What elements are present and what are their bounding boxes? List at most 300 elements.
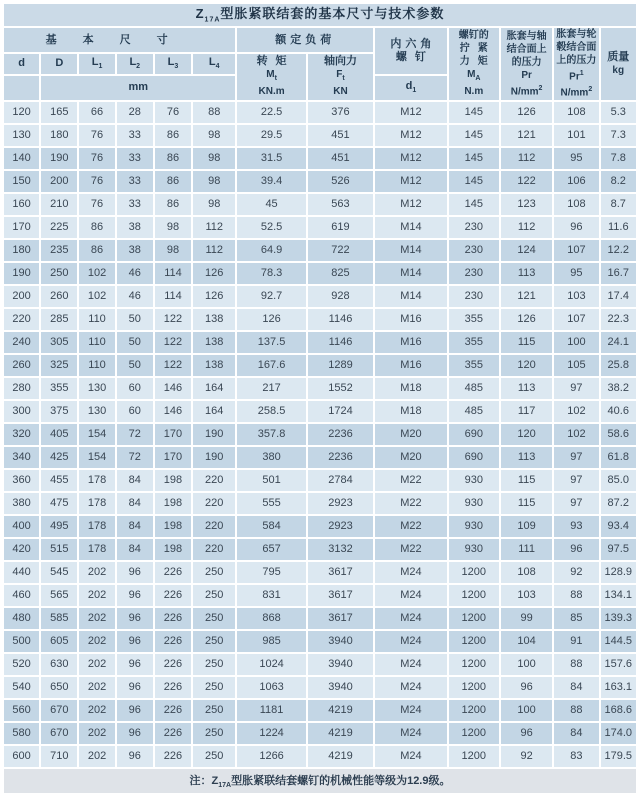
table-cell: 220 xyxy=(192,492,236,515)
table-cell: 1289 xyxy=(307,354,374,377)
table-cell: 137.5 xyxy=(236,331,306,354)
pr1-line2: 毂结合面 xyxy=(556,42,597,53)
table-cell: 128.9 xyxy=(600,561,637,584)
table-cell: 178 xyxy=(78,492,115,515)
col-header-d: d xyxy=(3,53,40,75)
table-cell: 154 xyxy=(78,446,115,469)
table-cell: 1063 xyxy=(236,676,306,699)
table-cell: M18 xyxy=(374,400,447,423)
table-cell: 7.8 xyxy=(600,147,637,170)
table-cell: 96 xyxy=(116,745,154,768)
table-cell: 226 xyxy=(154,699,192,722)
table-cell: 1200 xyxy=(448,676,500,699)
torque-label: 转矩 xyxy=(256,55,295,68)
table-cell: M14 xyxy=(374,262,447,285)
table-cell: 84 xyxy=(116,515,154,538)
table-cell: 355 xyxy=(40,377,78,400)
table-row xyxy=(3,561,637,584)
col-header-L1: $L_1$ xyxy=(78,53,115,75)
table-cell: 46 xyxy=(116,262,154,285)
table-cell: 560 xyxy=(3,699,40,722)
table-cell: M12 xyxy=(374,124,447,147)
table-cell: 202 xyxy=(78,561,115,584)
table-row xyxy=(3,607,637,630)
table-cell: 545 xyxy=(40,561,78,584)
table-cell: 3617 xyxy=(307,607,374,630)
table-cell: 22.3 xyxy=(600,308,637,331)
table-cell: 157.6 xyxy=(600,653,637,676)
table-cell: 200 xyxy=(3,285,40,308)
table-cell: 202 xyxy=(78,607,115,630)
pr-line2: 结合面上 xyxy=(506,43,547,55)
table-cell: M12 xyxy=(374,147,447,170)
table-cell: M12 xyxy=(374,193,447,216)
table-cell: 84 xyxy=(553,676,599,699)
table-cell: 1724 xyxy=(307,400,374,423)
table-cell: 250 xyxy=(192,745,236,768)
pr-line1: 胀套与轴 xyxy=(506,30,547,42)
table-cell: 120 xyxy=(500,354,553,377)
table-cell: 202 xyxy=(78,676,115,699)
table-cell: 202 xyxy=(78,653,115,676)
table-cell: 657 xyxy=(236,538,306,561)
col-header-torque xyxy=(236,53,306,101)
table-cell: 305 xyxy=(40,331,78,354)
table-cell: 103 xyxy=(553,285,599,308)
table-cell: M14 xyxy=(374,285,447,308)
table-cell: 50 xyxy=(116,331,154,354)
table-cell: 115 xyxy=(500,469,553,492)
table-cell: 124 xyxy=(500,239,553,262)
mass-label: 质量 xyxy=(607,50,630,63)
table-cell: 3617 xyxy=(307,584,374,607)
table-cell: 460 xyxy=(3,584,40,607)
table-cell: 104 xyxy=(500,630,553,653)
table-footer xyxy=(3,768,637,794)
table-cell: 146 xyxy=(154,400,192,423)
table-cell: 526 xyxy=(307,170,374,193)
table-cell: 16.7 xyxy=(600,262,637,285)
mass-unit: kg xyxy=(612,64,625,76)
table-cell: 451 xyxy=(307,147,374,170)
title-row xyxy=(3,3,637,27)
table-cell: 102 xyxy=(553,400,599,423)
table-cell: 190 xyxy=(40,147,78,170)
table-cell: 107 xyxy=(553,308,599,331)
table-cell: M22 xyxy=(374,538,447,561)
table-cell: 226 xyxy=(154,630,192,653)
table-cell: 4219 xyxy=(307,745,374,768)
table-cell: 31.5 xyxy=(236,147,306,170)
table-cell: 115 xyxy=(500,492,553,515)
table-cell: 84 xyxy=(116,538,154,561)
table-cell: 105 xyxy=(553,354,599,377)
table-cell: 61.8 xyxy=(600,446,637,469)
table-cell: 40.6 xyxy=(600,400,637,423)
table-cell: 145 xyxy=(448,193,500,216)
empty-cell-under-d xyxy=(3,75,40,101)
table-cell: 220 xyxy=(192,469,236,492)
table-cell: 96 xyxy=(500,676,553,699)
table-cell: 1200 xyxy=(448,745,500,768)
table-cell: 122 xyxy=(500,170,553,193)
table-cell: 86 xyxy=(78,216,115,239)
table-row xyxy=(3,722,637,745)
table-cell: 91 xyxy=(553,630,599,653)
table-cell: 220 xyxy=(192,515,236,538)
table-cell: M24 xyxy=(374,630,447,653)
table-cell: 110 xyxy=(78,354,115,377)
table-cell: 100 xyxy=(553,331,599,354)
table-cell: 38.2 xyxy=(600,377,637,400)
table-row xyxy=(3,354,637,377)
table-cell: 98 xyxy=(192,124,236,147)
axial-unit: KN xyxy=(333,86,348,98)
table-cell: 50 xyxy=(116,354,154,377)
col-header-shaft-pressure xyxy=(500,27,553,101)
table-cell: M16 xyxy=(374,331,447,354)
table-cell: 555 xyxy=(236,492,306,515)
table-cell: 108 xyxy=(500,561,553,584)
table-cell: 96 xyxy=(116,676,154,699)
table-cell: 33 xyxy=(116,147,154,170)
note-rest: 型胀紧联结套螺钉的机械性能等级为12.9级。 xyxy=(231,775,451,788)
col-header-d1: $d_1$ xyxy=(374,75,447,101)
table-cell: 112 xyxy=(192,239,236,262)
table-cell: 163.1 xyxy=(600,676,637,699)
table-cell: 103 xyxy=(500,584,553,607)
spec-table xyxy=(2,2,638,795)
col-header-L4: $L_4$ xyxy=(192,53,236,75)
table-cell: 76 xyxy=(78,193,115,216)
table-cell: 93.4 xyxy=(600,515,637,538)
table-cell: 107 xyxy=(553,239,599,262)
col-header-L3: $L_3$ xyxy=(154,53,192,75)
table-cell: M24 xyxy=(374,561,447,584)
table-cell: 480 xyxy=(3,607,40,630)
table-cell: M24 xyxy=(374,699,447,722)
torque-symbol: $M_t$ xyxy=(266,69,277,83)
table-cell: M24 xyxy=(374,722,447,745)
table-cell: 113 xyxy=(500,262,553,285)
table-cell: 126 xyxy=(236,308,306,331)
table-cell: 540 xyxy=(3,676,40,699)
footnote xyxy=(3,768,637,794)
table-cell: 250 xyxy=(192,607,236,630)
table-cell: 95 xyxy=(553,262,599,285)
table-cell: 3617 xyxy=(307,561,374,584)
table-cell: 117 xyxy=(500,400,553,423)
table-cell: 174.0 xyxy=(600,722,637,745)
table-cell: 24.1 xyxy=(600,331,637,354)
table-cell: 88 xyxy=(553,584,599,607)
table-cell: 202 xyxy=(78,722,115,745)
table-cell: 7.3 xyxy=(600,124,637,147)
table-cell: 50 xyxy=(116,308,154,331)
table-cell: 420 xyxy=(3,538,40,561)
table-cell: 126 xyxy=(500,308,553,331)
col-header-hub-pressure xyxy=(553,27,599,101)
table-cell: 76 xyxy=(78,147,115,170)
table-cell: 85 xyxy=(553,607,599,630)
table-cell: 108 xyxy=(553,101,599,124)
table-cell: 198 xyxy=(154,515,192,538)
pr-unit: $N/mm^2$ xyxy=(510,84,543,97)
table-cell: 455 xyxy=(40,469,78,492)
table-cell: M20 xyxy=(374,423,447,446)
table-cell: 76 xyxy=(78,124,115,147)
page-title xyxy=(3,3,637,27)
table-cell: 190 xyxy=(192,446,236,469)
table-cell: 325 xyxy=(40,354,78,377)
table-cell: 110 xyxy=(78,308,115,331)
torque-unit: KN.m xyxy=(258,86,285,98)
table-cell: 619 xyxy=(307,216,374,239)
table-row xyxy=(3,469,637,492)
table-cell: 501 xyxy=(236,469,306,492)
table-cell: 485 xyxy=(448,400,500,423)
table-cell: M16 xyxy=(374,308,447,331)
axial-symbol: $F_t$ xyxy=(336,69,345,83)
col-header-axial-force xyxy=(307,53,374,101)
table-cell: 165 xyxy=(40,101,78,124)
table-cell: 167.6 xyxy=(236,354,306,377)
table-row xyxy=(3,101,637,124)
table-cell: 22.5 xyxy=(236,101,306,124)
table-cell: 200 xyxy=(40,170,78,193)
table-row xyxy=(3,262,637,285)
col-header-L2: $L_2$ xyxy=(116,53,154,75)
table-cell: 250 xyxy=(192,676,236,699)
table-cell: 87.2 xyxy=(600,492,637,515)
table-cell: 164 xyxy=(192,377,236,400)
table-cell: 101 xyxy=(553,124,599,147)
col-group-hex-screw xyxy=(374,27,447,75)
table-cell: 96 xyxy=(500,722,553,745)
table-cell: 138 xyxy=(192,331,236,354)
table-cell: 123 xyxy=(500,193,553,216)
table-cell: 690 xyxy=(448,446,500,469)
table-cell: 170 xyxy=(3,216,40,239)
table-cell: 520 xyxy=(3,653,40,676)
table-cell: 33 xyxy=(116,170,154,193)
unit-mm-cell: mm xyxy=(40,75,236,101)
table-cell: 250 xyxy=(192,699,236,722)
table-cell: 225 xyxy=(40,216,78,239)
pr1-line3: 上的压力 xyxy=(556,55,597,66)
table-cell: 92.7 xyxy=(236,285,306,308)
table-cell: M18 xyxy=(374,377,447,400)
table-row xyxy=(3,538,637,561)
table-cell: 260 xyxy=(3,354,40,377)
table-cell: 930 xyxy=(448,515,500,538)
table-cell: 1146 xyxy=(307,308,374,331)
table-cell: 168.6 xyxy=(600,699,637,722)
table-cell: 28 xyxy=(116,101,154,124)
table-row xyxy=(3,193,637,216)
table-cell: 33 xyxy=(116,193,154,216)
table-cell: 198 xyxy=(154,469,192,492)
table-cell: 144.5 xyxy=(600,630,637,653)
table-cell: 122 xyxy=(154,354,192,377)
note-prefix: 注：Z xyxy=(189,775,219,788)
table-cell: 230 xyxy=(448,216,500,239)
table-row xyxy=(3,239,637,262)
table-cell: 111 xyxy=(500,538,553,561)
table-cell: 84 xyxy=(116,492,154,515)
table-cell: 565 xyxy=(40,584,78,607)
table-cell: 226 xyxy=(154,676,192,699)
table-cell: 88 xyxy=(192,101,236,124)
table-cell: 145 xyxy=(448,147,500,170)
table-cell: 1200 xyxy=(448,722,500,745)
table-cell: 96 xyxy=(116,653,154,676)
table-cell: 425 xyxy=(40,446,78,469)
table-cell: 86 xyxy=(154,193,192,216)
col-group-rated-load: 额定负荷 xyxy=(236,27,374,53)
table-cell: 160 xyxy=(3,193,40,216)
table-cell: 72 xyxy=(116,446,154,469)
table-cell: 250 xyxy=(40,262,78,285)
table-cell: 72 xyxy=(116,423,154,446)
table-cell: 226 xyxy=(154,584,192,607)
table-cell: 39.4 xyxy=(236,170,306,193)
table-cell: 226 xyxy=(154,722,192,745)
table-cell: 84 xyxy=(553,722,599,745)
table-cell: 97 xyxy=(553,492,599,515)
table-cell: 1200 xyxy=(448,607,500,630)
table-cell: 38 xyxy=(116,239,154,262)
spec-sheet xyxy=(0,2,640,790)
table-cell: 97 xyxy=(553,469,599,492)
table-cell: 96 xyxy=(116,630,154,653)
table-cell: 355 xyxy=(448,354,500,377)
table-cell: 825 xyxy=(307,262,374,285)
table-cell: 154 xyxy=(78,423,115,446)
table-row xyxy=(3,308,637,331)
ma-line2: 拧紧 xyxy=(459,43,496,55)
table-cell: 170 xyxy=(154,423,192,446)
table-header xyxy=(3,3,637,101)
table-row xyxy=(3,423,637,446)
table-cell: 722 xyxy=(307,239,374,262)
table-cell: 92 xyxy=(500,745,553,768)
table-cell: 150 xyxy=(3,170,40,193)
table-cell: 138 xyxy=(192,354,236,377)
table-cell: 495 xyxy=(40,515,78,538)
ma-line3: 力矩 xyxy=(459,56,496,68)
col-header-tightening-torque xyxy=(448,27,500,101)
table-cell: 202 xyxy=(78,630,115,653)
table-cell: 1552 xyxy=(307,377,374,400)
table-cell: 795 xyxy=(236,561,306,584)
table-cell: 690 xyxy=(448,423,500,446)
table-cell: 226 xyxy=(154,607,192,630)
table-cell: 78.3 xyxy=(236,262,306,285)
table-cell: 33 xyxy=(116,124,154,147)
axial-label: 轴向力 xyxy=(323,55,357,68)
table-cell: 226 xyxy=(154,653,192,676)
table-cell: 8.2 xyxy=(600,170,637,193)
table-cell: 475 xyxy=(40,492,78,515)
table-cell: 46 xyxy=(116,285,154,308)
table-cell: 258.5 xyxy=(236,400,306,423)
table-cell: 96 xyxy=(116,607,154,630)
table-cell: 96 xyxy=(116,561,154,584)
table-cell: 96 xyxy=(116,722,154,745)
table-cell: 710 xyxy=(40,745,78,768)
table-cell: 930 xyxy=(448,538,500,561)
table-cell: 300 xyxy=(3,400,40,423)
table-cell: 93 xyxy=(553,515,599,538)
table-cell: 113 xyxy=(500,377,553,400)
table-cell: 380 xyxy=(3,492,40,515)
pr-line3: 的压力 xyxy=(511,56,542,68)
table-cell: 112 xyxy=(192,216,236,239)
table-cell: 1146 xyxy=(307,331,374,354)
table-cell: 670 xyxy=(40,699,78,722)
table-cell: 380 xyxy=(236,446,306,469)
table-cell: 122 xyxy=(154,331,192,354)
table-cell: 340 xyxy=(3,446,40,469)
table-cell: 930 xyxy=(448,492,500,515)
table-cell: 130 xyxy=(78,400,115,423)
table-cell: 66 xyxy=(78,101,115,124)
table-cell: M20 xyxy=(374,446,447,469)
ma-unit: N.m xyxy=(464,86,484,98)
table-cell: 12.2 xyxy=(600,239,637,262)
table-cell: 3940 xyxy=(307,676,374,699)
table-cell: 2236 xyxy=(307,423,374,446)
header-row-groups xyxy=(3,27,637,53)
pr1-unit: $N/mm^2$ xyxy=(560,86,593,99)
table-cell: 120 xyxy=(500,423,553,446)
table-cell: 121 xyxy=(500,124,553,147)
table-cell: 198 xyxy=(154,538,192,561)
table-cell: 1266 xyxy=(236,745,306,768)
table-cell: 102 xyxy=(78,262,115,285)
table-cell: 98 xyxy=(154,239,192,262)
table-cell: 226 xyxy=(154,561,192,584)
table-cell: 108 xyxy=(553,193,599,216)
table-cell: 100 xyxy=(500,653,553,676)
title-prefix: Z xyxy=(195,5,205,21)
table-cell: 563 xyxy=(307,193,374,216)
table-cell: 64.9 xyxy=(236,239,306,262)
table-row xyxy=(3,515,637,538)
table-cell: 485 xyxy=(448,377,500,400)
table-row xyxy=(3,216,637,239)
table-cell: 4219 xyxy=(307,699,374,722)
note-row xyxy=(3,768,637,794)
table-cell: 98 xyxy=(154,216,192,239)
table-cell: 140 xyxy=(3,147,40,170)
table-cell: 3940 xyxy=(307,630,374,653)
table-cell: 584 xyxy=(236,515,306,538)
table-cell: 360 xyxy=(3,469,40,492)
table-cell: 25.8 xyxy=(600,354,637,377)
table-row xyxy=(3,699,637,722)
table-cell: 86 xyxy=(154,124,192,147)
table-row xyxy=(3,745,637,768)
table-cell: 178 xyxy=(78,515,115,538)
table-cell: 2236 xyxy=(307,446,374,469)
table-cell: M12 xyxy=(374,170,447,193)
table-cell: 515 xyxy=(40,538,78,561)
table-row xyxy=(3,331,637,354)
table-cell: 220 xyxy=(3,308,40,331)
table-cell: 45 xyxy=(236,193,306,216)
